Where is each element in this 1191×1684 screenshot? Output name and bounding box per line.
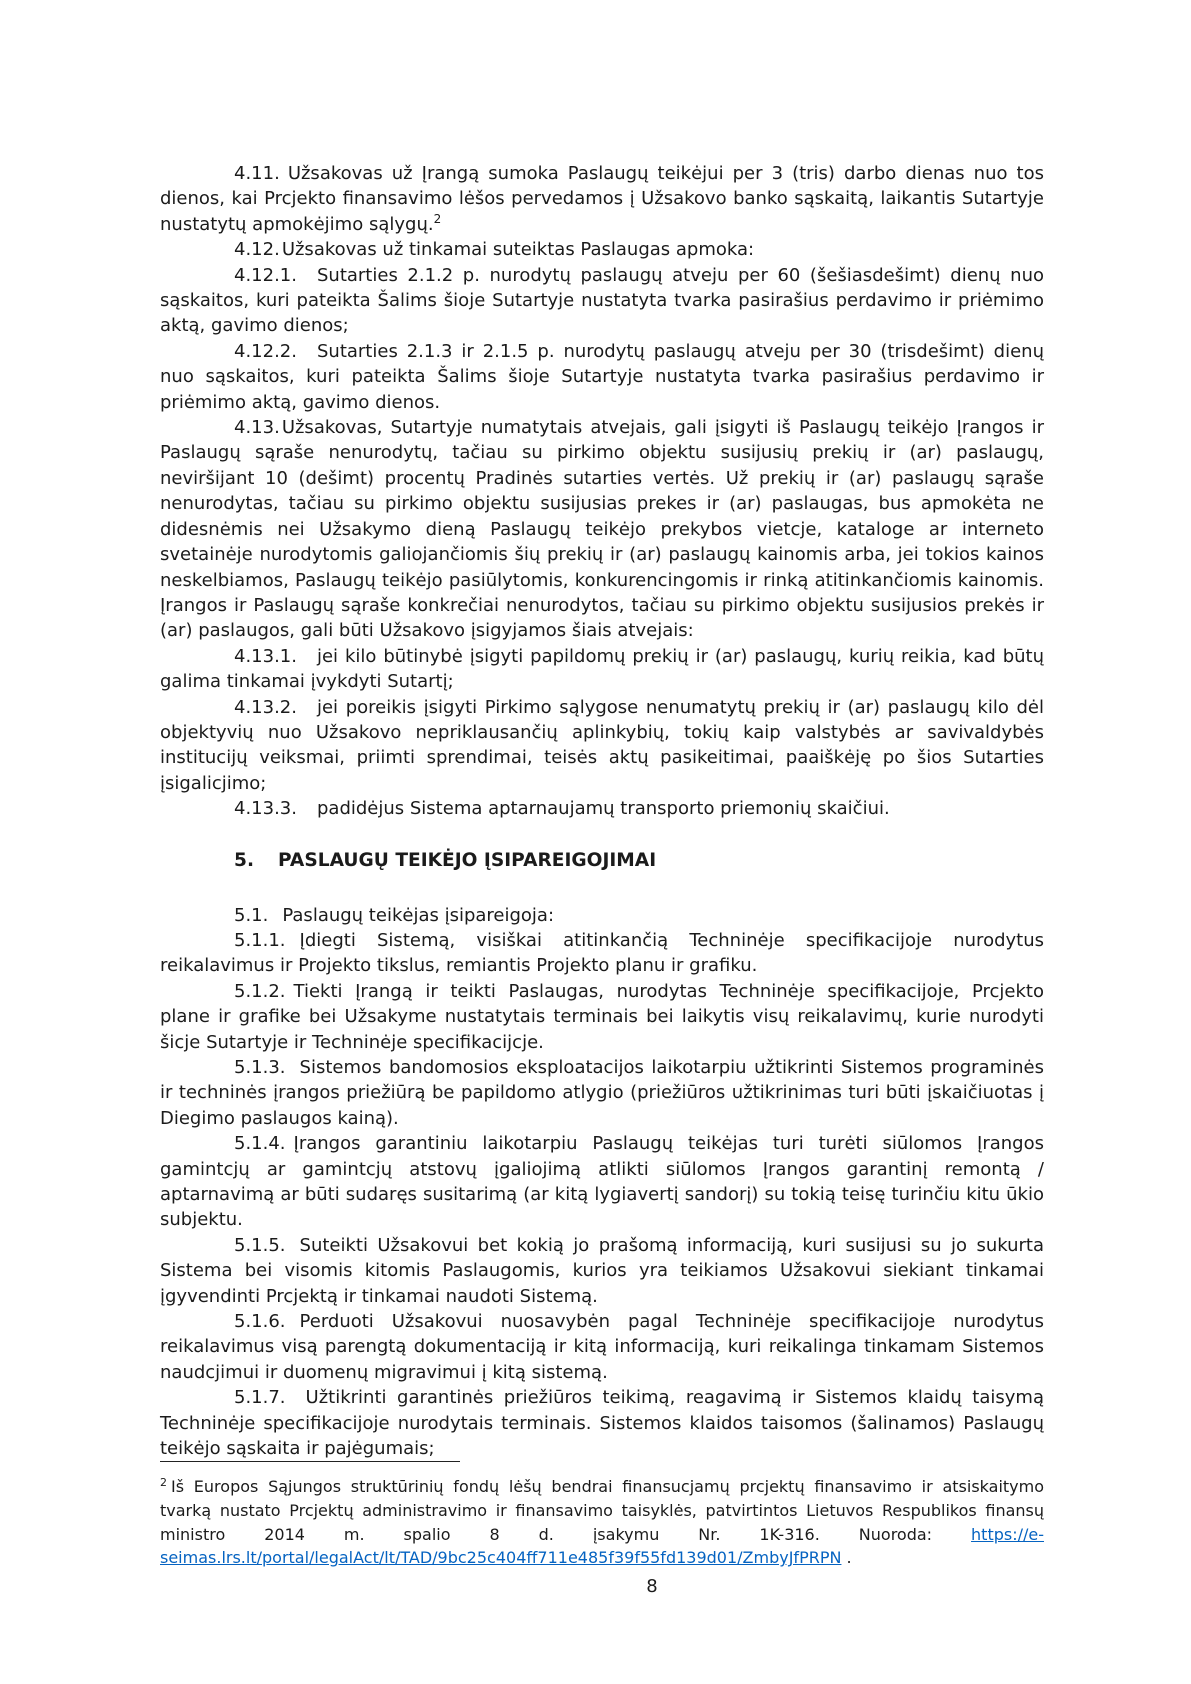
clause-number: 4.12.2. — [234, 340, 297, 362]
clause-text: Įrangos garantiniu laikotarpiu Paslaugų teikėjas turi turėti siūlomos Įrangos gamintcjų ar gamintcjų atstovų įgaliojimą atlikti siūlomos Įrangos garantinį remontą / aptarnavimą ar būti sudaręs susitarimą (ar kitą lygiavertį sandorį) su tokią teisę turinčiu kitu ūkio subjektu. — [160, 1133, 1044, 1231]
clause-number: 4.13.1. — [234, 645, 297, 667]
clause-4-13-2 — [160, 695, 1044, 797]
clause-number: 5.1. — [234, 904, 269, 926]
clause-text: Sutarties 2.1.3 ir 2.1.5 p. nurodytų paslaugų atveju per 30 (trisdešimt) dienų nuo sąskaitos, kuri pateikta Šalims šioje Sutartyje nustatyta tvarka pasirašius perdavimo ir priėmimo aktą, gavimo dienos. — [160, 340, 1044, 413]
clause-number: 4.13. — [234, 417, 280, 439]
clause-number: 5.1.4. — [234, 1133, 286, 1155]
clause-number: 4.11. — [234, 163, 280, 184]
clause-number: 4.12. — [234, 239, 280, 261]
clause-text: Įdiegti Sistemą, visiškai atitinkančią Techninėje specifikacijoje nurodytus reikalavimus ir Projekto tikslus, remiantis Projekto planu ir grafiku. — [160, 929, 1044, 977]
clause-4-12-2 — [160, 339, 1044, 415]
footnote-reference-2: 2 — [433, 211, 442, 226]
clause-text: Užtikrinti garantinės priežiūros teikimą, reagavimą ir Sistemos klaidų taisymą Techninėje specifikacijoje nurodytais terminais. Sistemos klaidos taisomos (šalinamos) Paslaugų teikėjo sąskaita ir pajėgumais; — [160, 1387, 1044, 1460]
footnote-link[interactable]: https://e-seimas.lrs.lt/portal/legalAct/lt/TAD/9bc25c404ff711e485f39f55fd139d01/ZmbyJfPRPN — [160, 1524, 1044, 1568]
clause-4-13-3 — [160, 796, 1044, 821]
clause-number: 5.1.1. — [234, 929, 286, 951]
clause-text: padidėjus Sistema aptarnaujamų transporto priemonių skaičiui. — [316, 798, 890, 820]
clause-number: 4.13.3. — [234, 798, 297, 820]
clause-number: 5.1.5. — [234, 1234, 286, 1256]
clause-number: 5.1.3. — [234, 1057, 286, 1078]
clause-4-13 — [160, 415, 1044, 644]
footnote-body: Iš Europos Sąjungos struktūrinių fondų lėšų bendrai finansucjamų prcjektų finansavimo ir atsiskaitymo tvarką nustato Prcjektų administravimo ir finansavimo taisyklės, patvirtintos Lietuvos Respublikos finansų ministro 2014 m. spalio 8 d. įsakymu Nr. 1K-316. Nuoroda: — [160, 1477, 1044, 1544]
clause-text: Perduoti Užsakovui nuosavybėn pagal Techninėje specifikacijoje nurodytus reikalavimus visą parengtą dokumentaciją ir kitą informaciją, kuri reikalinga tinkamam Sistemos naudcjimui ir duomenų migravimui į kitą sistemą. — [160, 1311, 1044, 1383]
clause-5-1-2 — [160, 979, 1044, 1055]
page-number: 8 — [646, 1576, 658, 1597]
clause-4-11 — [160, 161, 1044, 237]
clause-text: Sistemos bandomosios eksploatacijos laikotarpiu užtikrinti Sistemos programinės ir techninės įrangos priežiūrą be papildomo atlygio (priežiūros užtikrinimas turi būti įskaičiuotas į Diegimo paslaugos kainą). — [160, 1057, 1044, 1129]
contract-body — [160, 161, 1044, 1462]
clause-number: 4.12.1. — [234, 264, 297, 286]
clause-4-12 — [160, 237, 1044, 262]
clause-number: 5.1.6. — [234, 1311, 286, 1333]
clause-4-13-1 — [160, 644, 1044, 695]
clause-5-1-1 — [160, 928, 1044, 979]
clause-text: Užsakovas, Sutartyje numatytais atvejais, gali įsigyti iš Paslaugų teikėjo Įrangos ir Paslaugų sąraše nenurodytų, tačiau su pirkimo objektu susijusių prekių ir (ar) paslaugų, neviršijant 10 (dešimt) procentų Pradinės sutarties vertės. Už prekių ir (ar) paslaugų sąraše nenurodytas, tačiau su pirkimo objektu susijusias prekes ir (ar) paslaugas, bus apmokėta ne didesnėmis nei Užsakymo dieną Paslaugų teikėjo prekybos vietcje, kataloge ar interneto svetainėje nurodytomis galiojančiomis šių prekių ir (ar) paslaugų kainomis arba, jei tokios kainos neskelbiamos, Paslaugų teikėjo pasiūlytomis, konkurencingomis ir rinką atitinkančiomis kainomis. Įrangos ir Paslaugų sąraše konkrečiai nenurodytos, tačiau su pirkimo objektu susijusios prekės ir (ar) paslaugos, gali būti Užsakovo įsigyjamos šiais atvejais: — [160, 417, 1044, 642]
clause-text: jei poreikis įsigyti Pirkimo sąlygose nenumatytų prekių ir (ar) paslaugų kilo dėl objektyvių nuo Užsakovo nepriklausančių aplinkybių, tokių kaip valstybės ar savivaldybės institucijų veiksmai, priimti sprendimai, teisės aktų pasikeitimai, paaiškėję po šios Sutarties įsigalicjimo; — [160, 696, 1044, 794]
footnote — [160, 1461, 1044, 1570]
clause-text: Užsakovas už Įrangą sumoka Paslaugų teikėjui per 3 (tris) darbo dienas nuo tos dienos, kai Prcjekto finansavimo lėšos pervedamos į Užsakovo banko sąskaitą, laikantis Sutartyje nustatytų apmokėjimo sąlygų. — [160, 163, 1044, 235]
footnote-separator — [160, 1461, 460, 1462]
clause-5-1-6 — [160, 1309, 1044, 1385]
footnote-suffix: . — [841, 1548, 852, 1568]
clause-5-1-7 — [160, 1385, 1044, 1461]
footnote-text — [160, 1475, 1044, 1570]
clause-text: jei kilo būtinybė įsigyti papildomų prekių ir (ar) paslaugų, kurių reikia, kad būtų galima tinkamai įvykdyti Sutartį; — [160, 645, 1044, 693]
section-5-heading — [160, 848, 1044, 873]
clause-5-1-4 — [160, 1131, 1044, 1233]
clause-4-12-1 — [160, 263, 1044, 339]
clause-5-1-3 — [160, 1055, 1044, 1131]
clause-number: 4.13.2. — [234, 696, 297, 718]
clause-text: Užsakovas už tinkamai suteiktas Paslaugas apmoka: — [281, 239, 755, 261]
footnote-marker: 2 — [160, 1475, 167, 1489]
section-number: 5. — [234, 849, 255, 871]
clause-5-1-5 — [160, 1233, 1044, 1309]
clause-number: 5.1.7. — [234, 1387, 286, 1409]
clause-text: Suteikti Užsakovui bet kokią jo prašomą informaciją, kuri susijusi su jo sukurta Sistema bei visomis kitomis Paslaugomis, kurios yra teikiamos Užsakovui siekiant tinkamai įgyvendinti Prcjektą ir tinkamai naudoti Sistemą. — [160, 1234, 1044, 1307]
clause-text: Paslaugų teikėjas įsipareigoja: — [282, 904, 555, 926]
clause-number: 5.1.2. — [234, 980, 286, 1002]
clause-5-1 — [160, 903, 1044, 928]
clause-text: Tiekti Įrangą ir teikti Paslaugas, nurodytas Techninėje specifikacijoje, Prcjekto plane ir grafike bei Užsakyme nustatytais terminais bei laikytis visų reikalavimų, kurie nurodyti šicje Sutartyje ir Techninėje specifikacijcje. — [160, 980, 1044, 1053]
section-title: PASLAUGŲ TEIKĖJO ĮSIPAREIGOJIMAI — [278, 849, 657, 871]
clause-text: Sutarties 2.1.2 p. nurodytų paslaugų atveju per 60 (šešiasdešimt) dienų nuo sąskaitos, kuri pateikta Šalims šioje Sutartyje nustatyta tvarka pasirašius perdavimo ir priėmimo aktą, gavimo dienos; — [160, 264, 1044, 337]
